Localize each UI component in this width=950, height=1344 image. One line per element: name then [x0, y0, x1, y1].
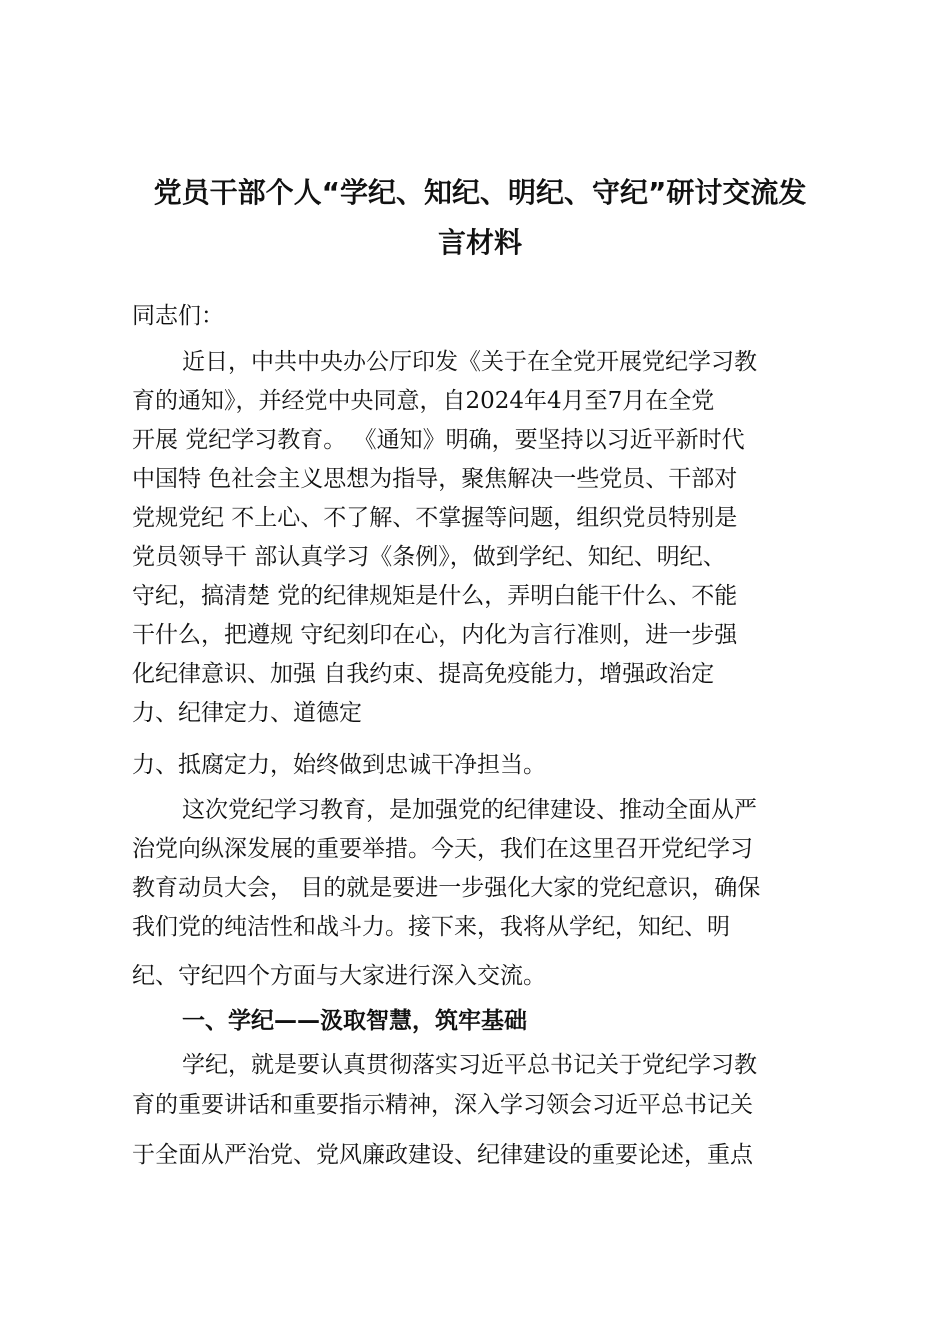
paragraph-2-line: 治党向纵深发展的重要举措。今天，我们在这里召开党纪学习	[132, 836, 753, 862]
intro-line: 党规党纪 不上心、不了解、不掌握等问题，组织党员特别是	[132, 505, 738, 531]
paragraph-2-line: 纪、守纪四个方面与大家进行深入交流。	[132, 963, 546, 989]
intro-line: 化纪律意识、加强 自我约束、提高免疫能力，增强政治定	[132, 661, 715, 687]
section-heading: 一、学纪——汲取智慧，筑牢基础	[182, 1008, 527, 1034]
paragraph-2-line: 这次党纪学习教育，是加强党的纪律建设、推动全面从严	[182, 797, 757, 823]
intro-line: 干什么，把遵规 守纪刻印在心，内化为言行准则，进一步强	[132, 622, 738, 648]
salutation: 同志们：	[132, 303, 224, 329]
section-1-line: 学纪，就是要认真贯彻落实习近平总书记关于党纪学习教	[182, 1052, 757, 1078]
intro-line: 开展 党纪学习教育。 《通知》明确，要坚持以习近平新时代	[132, 427, 745, 453]
intro-line: 近日，中共中央办公厅印发《关于在全党开展党纪学习教	[182, 349, 757, 375]
section-1-line: 育的重要讲话和重要指示精神，深入学习领会习近平总书记关	[132, 1092, 753, 1118]
intro-line: 育的通知》，并经党中央同意，自2024年4月至7月在全党	[132, 388, 715, 414]
document-title-line-1: 党员干部个人“学纪、知纪、明纪、守纪”研讨交流发	[153, 176, 807, 209]
section-1-line: 于全面从严治党、党风廉政建设、纪律建设的重要论述，重点	[132, 1142, 753, 1168]
paragraph-2-line: 我们党的纯洁性和战斗力。接下来，我将从学纪，知纪、明	[132, 914, 730, 940]
intro-line: 党员领导干 部认真学习《条例》，做到学纪、知纪、明纪、	[132, 544, 726, 570]
document-title-line-2: 言材料	[437, 226, 522, 259]
intro-line: 力、抵腐定力，始终做到忠诚干净担当。	[132, 752, 546, 778]
intro-line: 中国特 色社会主义思想为指导，聚焦解决一些党员、干部对	[132, 466, 738, 492]
intro-line: 守纪，搞清楚 党的纪律规矩是什么，弄明白能干什么、不能	[132, 583, 738, 609]
paragraph-2-line: 教育动员大会， 目的就是要进一步强化大家的党纪意识，确保	[132, 875, 761, 901]
intro-line: 力、纪律定力、道德定	[132, 700, 362, 726]
